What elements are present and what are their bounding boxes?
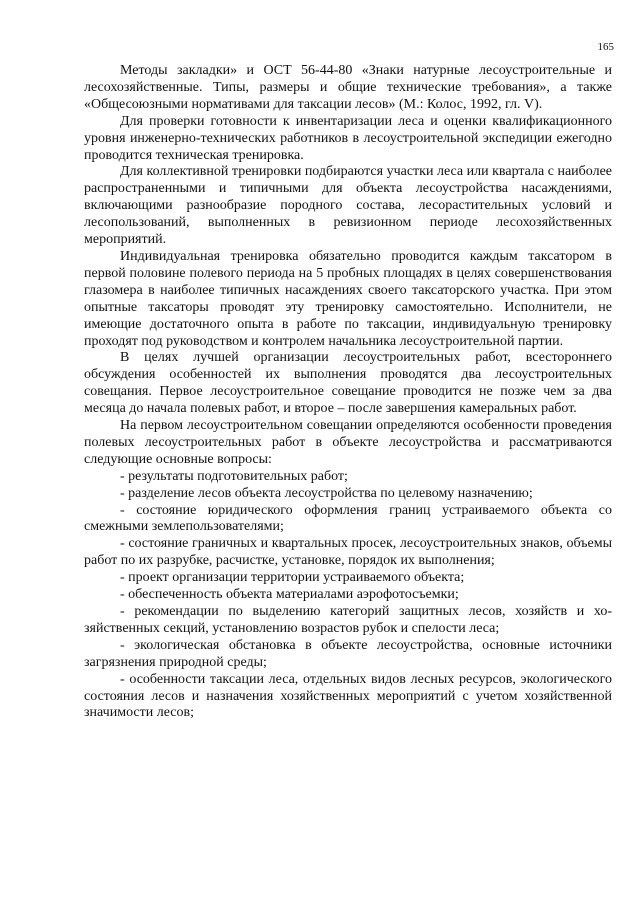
page-number: 165 — [597, 41, 614, 53]
list-item: - обеспеченность объекта материалами аэрофотосъемки; — [120, 587, 459, 603]
list-item: - разделение лесов объекта лесоустройства по целевому назначению; — [120, 485, 533, 501]
list-item: - особенности таксации леса, отдельных видов лесных ресурсов, экологического состояния лесов и назначения хозяйственных мероприятий с учетом хозяйственной значимости лесов; — [84, 671, 612, 721]
paragraph: Для коллективной тренировки подбираются участки леса или квартала с наиболее распространенными и типичными для объекта лесоустройства насаждениями, включающими разнообразие породного состава, лесорастительных условий и лесопользований, выполненных в ревизионном периоде лесохозяйственных мероприятий. — [84, 164, 612, 248]
body-text — [84, 63, 612, 722]
list-item: - экологическая обстановка в объекте лесоустройства, основные источники загрязнения природной среды; — [84, 637, 612, 670]
paragraph: В целях лучшей организации лесоустроительных работ, всестороннего обсуждения особенностей их выполнения проводятся два лесоустроительных совещания. Первое лесоустроительное совещание проводится не позже чем за два месяца до начала полевых работ, и второе – после завершения камеральных работ. — [84, 350, 612, 417]
paragraph: На первом лесоустроительном совещании определяются особенности проведения полевых лесоустроительных работ в объекте лесоустройства и рассматриваются следующие основные вопросы: — [84, 418, 612, 467]
list-item: - проект организации территории устраиваемого объекта; — [120, 570, 465, 586]
list-item: - рекомендации по выделению категорий защитных лесов, хозяйств и хозяйственных секций, установлению возрастов рубок и спелости леса; — [84, 604, 612, 636]
list-item: - состояние юридического оформления границ устраиваемого объекта со смежными землепользователями; — [84, 502, 612, 535]
paragraph: Для проверки готовности к инвентаризации леса и оценки квалификационного уровня инженерно-технических работников в лесоустроительной экспедиции ежегодно проводится техническая тренировка. — [84, 113, 612, 163]
paragraph: Индивидуальная тренировка обязательно проводится каждым таксатором в первой половине полевого периода на 5 пробных площадях в целях совершенствования глазомера в наиболее типичных насаждениях своего таксаторского участка. При этом опытные таксаторы проводят эту тренировку самостоятельно. Исполнители, не имеющие достаточного опыта в работе по таксации, индивидуальную тренировку проходят под руководством и контролем начальника лесоустроительной партии. — [84, 248, 612, 349]
list-item: - состояние граничных и квартальных просек, лесоустроительных знаков, объемы работ по их разрубке, расчистке, установке, порядок их выполнения; — [84, 536, 612, 569]
paragraph: Методы закладки» и ОСТ 56-44-80 «Знаки натурные лесоустроительные и лесохозяйственные. Типы, размеры и общие технические требования», а также «Общесоюзными нормативами для таксации лесов» (М.: Колос, 1992, гл. V). — [84, 63, 612, 112]
list-item: - результаты подготовительных работ; — [120, 468, 348, 484]
